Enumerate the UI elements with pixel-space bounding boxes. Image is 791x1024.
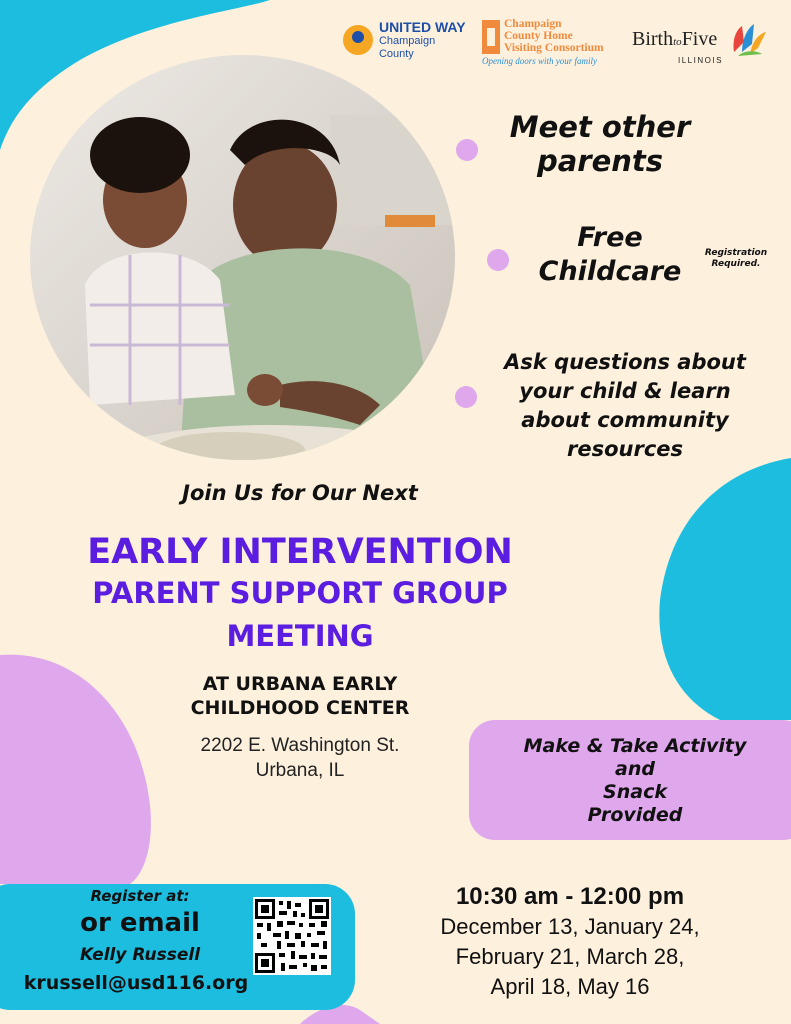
bullet-dot-2 bbox=[487, 249, 509, 271]
qr-pattern bbox=[253, 897, 331, 975]
bullet-dot-3 bbox=[455, 386, 477, 408]
address-street: 2202 E. Washington St. bbox=[200, 735, 400, 756]
united-way-icon bbox=[343, 25, 373, 55]
united-way-logo bbox=[343, 20, 473, 60]
consortium-line3: Visiting Consortium bbox=[504, 42, 604, 54]
consortium-line2: County Home bbox=[504, 30, 573, 42]
dates-line1: December 13, January 24, bbox=[440, 914, 700, 939]
or-email-label: or email bbox=[80, 908, 200, 938]
register-label: Register at: bbox=[90, 887, 190, 905]
meeting-time: 10:30 am - 12:00 pm bbox=[455, 883, 685, 910]
united-way-subtitle: Champaign County bbox=[378, 34, 436, 60]
photo-illustration bbox=[30, 55, 455, 460]
hands-icon bbox=[728, 22, 768, 58]
birth-to-five-logo bbox=[632, 22, 772, 72]
bullet-ask-questions: Ask questions about your child & learn about community resources bbox=[504, 350, 746, 461]
birth-word: Birth bbox=[632, 28, 674, 50]
qr-code-icon[interactable] bbox=[253, 897, 331, 975]
illinois-label: ILLINOIS bbox=[678, 56, 723, 65]
title-early-intervention: EARLY INTERVENTION bbox=[87, 532, 513, 572]
bullet-meet-parents: Meet other parents bbox=[509, 110, 691, 178]
bullet-dot-1 bbox=[456, 139, 478, 161]
title-parent-support-group: PARENT SUPPORT GROUP bbox=[92, 576, 508, 610]
location-line2: CHILDHOOD CENTER bbox=[190, 697, 410, 719]
five-word: Five bbox=[681, 28, 718, 50]
location-line1: AT URBANA EARLY bbox=[202, 673, 398, 695]
activity-text: Make & Take Activity and Snack Provided bbox=[523, 735, 747, 826]
right-cyan-blob bbox=[659, 458, 791, 720]
left-lavender-blob bbox=[0, 655, 151, 884]
registration-note: Registration Required. bbox=[704, 248, 768, 269]
contact-email-link[interactable]: krussell@usd116.org bbox=[23, 972, 249, 994]
join-us-heading: Join Us for Our Next bbox=[182, 481, 418, 505]
birth-to-five-wordmark bbox=[632, 28, 717, 51]
to-word: to bbox=[673, 36, 682, 48]
mother-and-child-photo bbox=[30, 55, 455, 460]
contact-name: Kelly Russell bbox=[79, 945, 201, 965]
dates-line2: February 21, March 28, bbox=[455, 944, 685, 969]
door-icon bbox=[482, 20, 500, 54]
title-meeting: MEETING bbox=[226, 619, 374, 653]
consortium-tagline: Opening doors with your family bbox=[482, 56, 597, 66]
consortium-line1: Champaign bbox=[504, 18, 562, 30]
consortium-logo bbox=[482, 18, 620, 68]
united-way-name: UNITED WAY bbox=[378, 18, 466, 35]
dates-line3: April 18, May 16 bbox=[490, 974, 650, 999]
address-city: Urbana, IL bbox=[255, 760, 345, 781]
bullet-free-childcare: Free Childcare bbox=[538, 222, 682, 287]
